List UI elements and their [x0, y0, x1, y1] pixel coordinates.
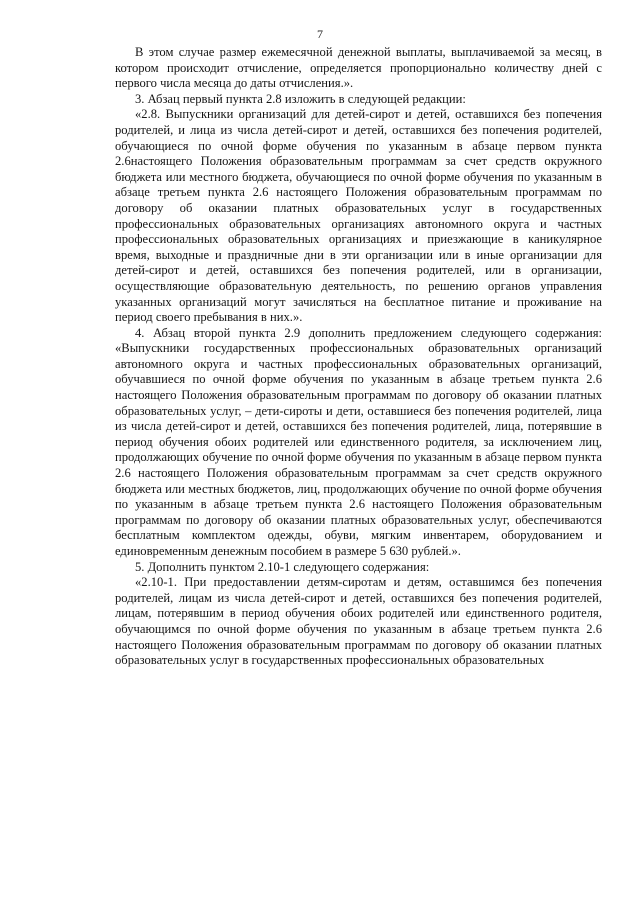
paragraph-clause-2-8: «2.8. Выпускники организаций для детей-сирот и детей, оставшихся без попечения родителей, и лица из числа детей-сирот и детей, оставшихся без попечения родителей, обучающиеся по очной форме обучения по указанным в абзаце первом пункта 2.6настоящего Положения образовательным программам за счет средств окружного бюджета или местного бюджета, обучающиеся по очной форме обучения по указанным в абзаце третьем пункта 2.6 настоящего Положения образовательным программам по договору об оказании платных образовательных услуг в государственных профессиональных образовательных организациях автономного округа и частных профессиональных образовательных организациях и приезжающие в каникулярное время, выходные и праздничные дни в эти организации или в иные организации для детей-сирот и детей, оставшихся без попечения родителей, или в организации, осуществляющие образовательную деятельность, по решению органов управления указанных организаций могут зачисляться на бесплатное питание и проживание на период своего пребывания в них.». — [115, 107, 602, 325]
paragraph-item-5: 5. Дополнить пунктом 2.10-1 следующего содержания: — [135, 559, 430, 574]
paragraph-payment-note: В этом случае размер ежемесячной денежной выплаты, выплачиваемой за месяц, в котором происходит отчисление, определяется пропорционально количеству дней с первого числа месяца до даты отчисления.». — [115, 45, 602, 91]
paragraph-item-4: 4. Абзац второй пункта 2.9 дополнить предложением следующего содержания: «Выпускники государственных профессиональных образовательных организаций автономного округа и частных профессиональных образовательных организаций, обучавшиеся по очной форме обучения по указанным в абзаце третьем пункта 2.6 настоящего Положения образовательным программам по договору об оказании платных образовательных услуг, – дети-сироты и дети, оставшиеся без попечения родителей, лица из числа детей-сирот и детей, оставшихся без попечения родителей, лица, потерявшие в период обучения обоих родителей или единственного родителя, за исключением лиц, продолжающих обучение по очной форме обучения по указанным в абзаце первом пункта 2.6 настоящего Положения образовательным программам за счет средств окружного бюджета или местных бюджетов, лиц, продолжающих обучение по очной форме обучения по указанным в абзаце третьем пункта 2.6 настоящего Положения образовательным программам по договору об оказании платных образовательных услуг, обеспечиваются бесплатным комплектом одежды, обуви, мягким инвентарем, оборудованием и единовременным денежным пособием в размере 5 630 рублей.». — [115, 325, 602, 558]
paragraph-clause-2-10-1: «2.10-1. При предоставлении детям-сиротам и детям, оставшимся без попечения родителей, лицам из числа детей-сирот и детей, оставшихся без попечения родителей, лицам, потерявшим в период обучения обоих родителей или единственного родителя, обучающимся по очной форме обучения по указанным в абзаце третьем пункта 2.6 настоящего Положения образовательным программам по договору об оказании платных образовательных услуг в государственных профессиональных образовательных — [115, 575, 602, 668]
page-number: 7 — [317, 27, 323, 41]
document-body — [115, 45, 602, 669]
paragraph-item-3: 3. Абзац первый пункта 2.8 изложить в следующей редакции: — [135, 91, 466, 106]
